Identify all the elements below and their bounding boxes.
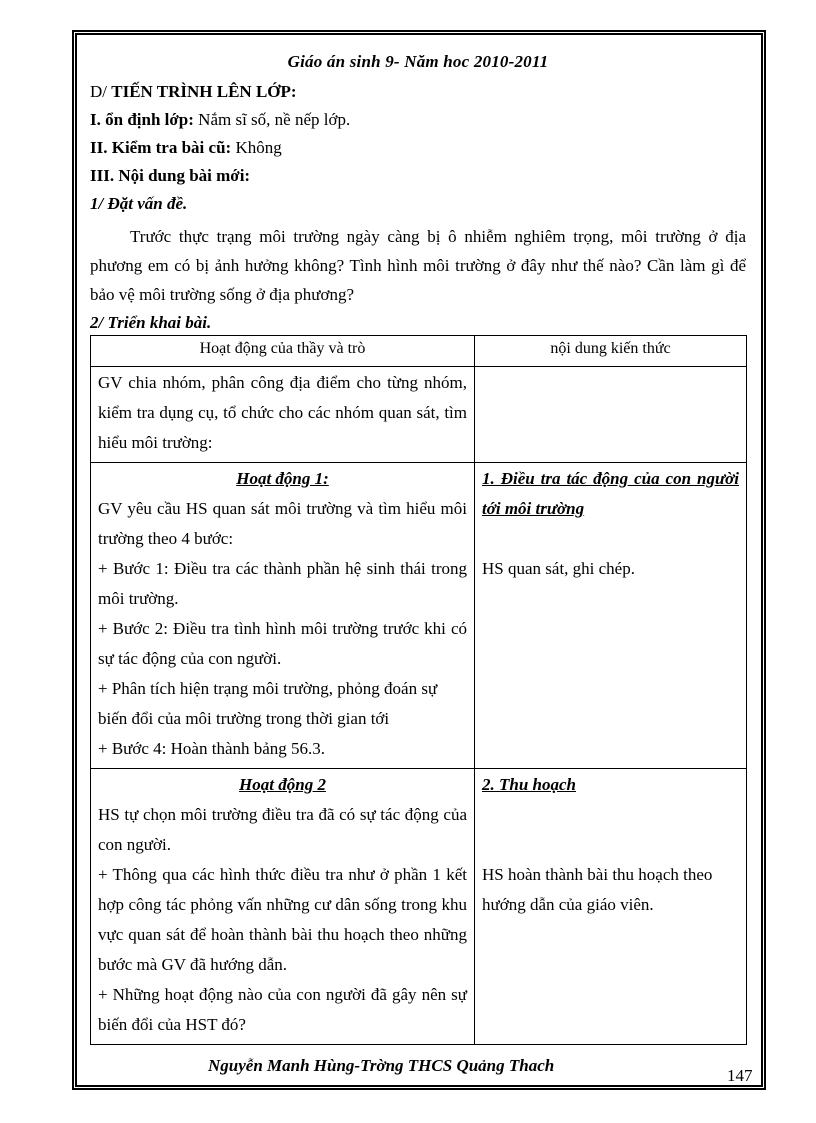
item-2-text: Không bbox=[231, 138, 282, 157]
content-1-text: HS quan sát, ghi chép. bbox=[482, 559, 635, 578]
section-title-prefix: D/ bbox=[90, 82, 112, 101]
page-footer: Nguyễn Manh Hùng-Trờng THCS Quảng Thach bbox=[208, 1056, 555, 1075]
table-row bbox=[91, 367, 747, 463]
table-row bbox=[91, 463, 747, 769]
page-header: Giáo án sinh 9- Năm hoc 2010-2011 bbox=[287, 52, 549, 71]
subsection-2-title: 2/ Triển khai bài. bbox=[90, 313, 212, 332]
content-2-text: HS hoàn thành bài thu hoạch theo hướng dẫn của giáo viên. bbox=[482, 865, 713, 914]
row-2-right bbox=[475, 769, 747, 1045]
section-title-line bbox=[90, 82, 746, 102]
table-header-row bbox=[91, 336, 747, 367]
document-page bbox=[90, 52, 746, 1045]
item-1 bbox=[90, 110, 746, 130]
activity-2-item: + Thông qua các hình thức điều tra như ở phần 1 kết hợp công tác phỏng vấn những cư dân sống trong khu vực quan sát để hoàn thành bài thu hoạch theo những bước mà GV đã hướng dẫn. bbox=[98, 865, 467, 974]
step-item: + Bước 2: Điều tra tình hình môi trường trước khi có sự tác động của con người. bbox=[98, 619, 467, 668]
step-item: + Bước 4: Hoàn thành bảng 56.3. bbox=[98, 739, 326, 758]
item-1-text: Nắm sĩ số, nề nếp lớp. bbox=[193, 110, 351, 129]
row-0-left bbox=[91, 367, 475, 463]
row-1-left bbox=[91, 463, 475, 769]
col-header-content: nội dung kiến thức bbox=[475, 336, 747, 367]
activity-1-title: Hoạt động 1: bbox=[236, 469, 329, 488]
activity-2-title: Hoạt động 2 bbox=[239, 775, 326, 794]
item-2 bbox=[90, 138, 746, 158]
step-item: + Phân tích hiện trạng môi trường, phỏng đoán sự biến đổi của môi trường trong thời gian tới bbox=[98, 679, 438, 728]
intro-paragraph: Trước thực trạng môi trường ngày càng bị ô nhiễm nghiêm trọng, môi trường ở địa phương em có bị ảnh hưởng không? Tình hình môi trường ở đây như thế nào? Cần làm gì để bảo vệ môi trường sống ở địa phương? bbox=[90, 227, 746, 304]
content-1-title: 1. Điều tra tác động của con người tới môi trường bbox=[482, 469, 739, 518]
col-header-activities: Hoạt động của thầy và trò bbox=[91, 336, 475, 367]
section-title: TIẾN TRÌNH LÊN LỚP: bbox=[111, 82, 297, 101]
activity-2-intro: HS tự chọn môi trường điều tra đã có sự tác động của con người. bbox=[98, 805, 467, 854]
row-1-right bbox=[475, 463, 747, 769]
row-2-left bbox=[91, 769, 475, 1045]
cell-text: GV chia nhóm, phân công địa điểm cho từng nhóm, kiểm tra dụng cụ, tổ chức cho các nhóm quan sát, tìm hiểu môi trường: bbox=[98, 373, 467, 452]
activity-2-item: + Những hoạt động nào của con người đã gây nên sự biến đổi của HST đó? bbox=[98, 985, 467, 1034]
content-2-title: 2. Thu hoạch bbox=[482, 775, 576, 794]
item-2-label: II. Kiểm tra bài cũ: bbox=[90, 138, 232, 157]
activity-table bbox=[90, 335, 747, 1045]
page-number: 147 bbox=[727, 1066, 753, 1085]
step-item: + Bước 1: Điều tra các thành phần hệ sinh thái trong môi trường. bbox=[98, 559, 467, 608]
row-0-right bbox=[475, 367, 747, 463]
table-row bbox=[91, 769, 747, 1045]
subsection-1-title: 1/ Đặt vấn đề. bbox=[90, 194, 188, 213]
item-3: III. Nội dung bài mới: bbox=[90, 166, 251, 185]
item-1-label: I. ổn định lớp: bbox=[90, 110, 194, 129]
activity-1-intro: GV yêu cầu HS quan sát môi trường và tìm hiểu môi trường theo 4 bước: bbox=[98, 499, 467, 548]
